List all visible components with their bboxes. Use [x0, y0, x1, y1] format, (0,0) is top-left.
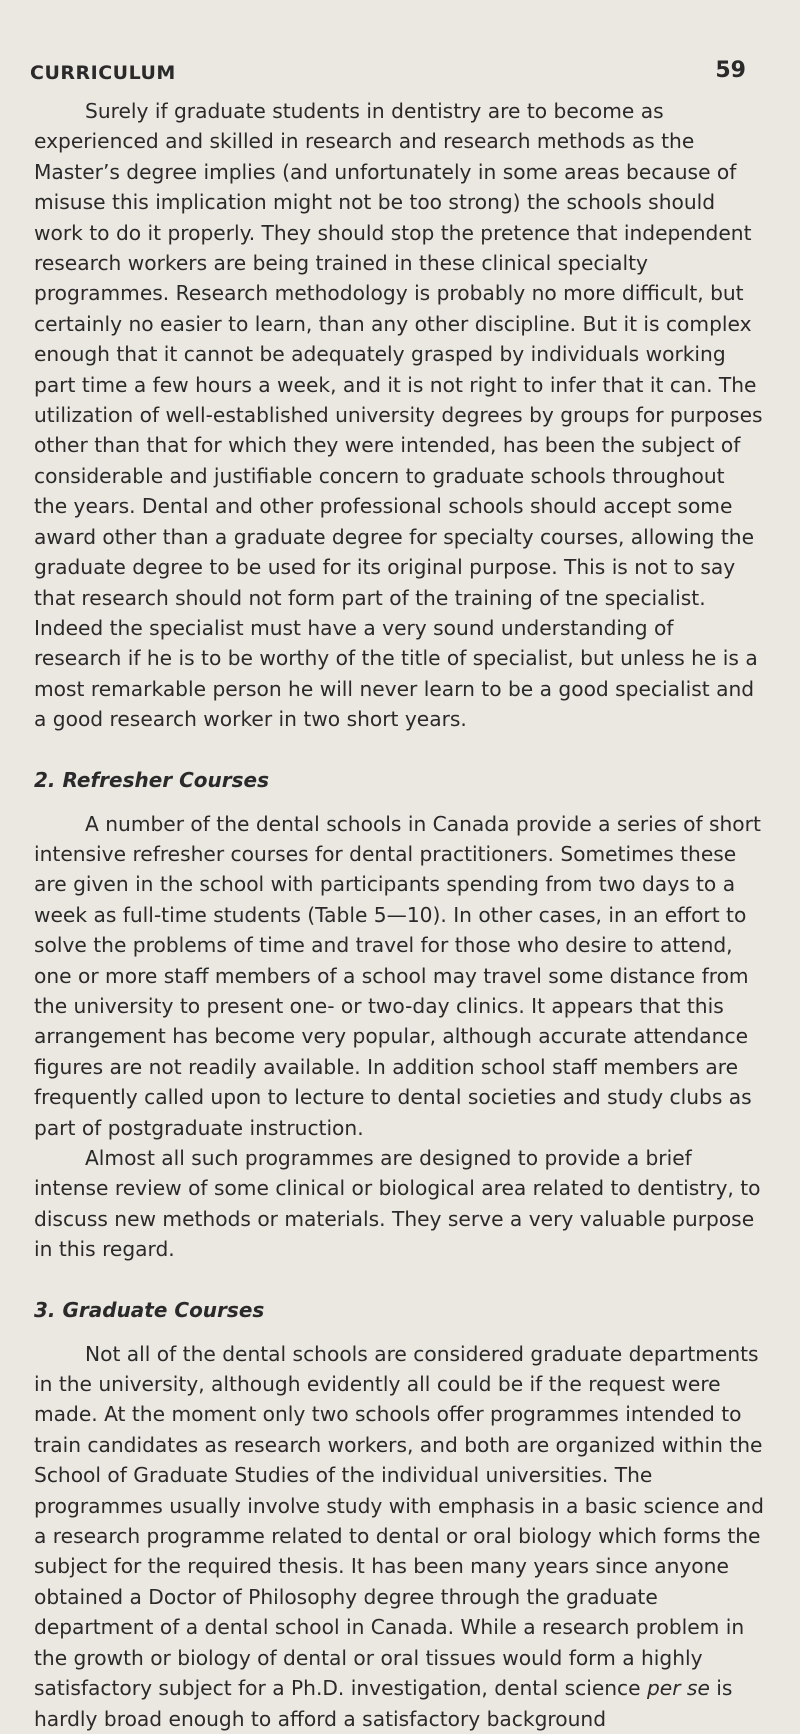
running-head: CURRICULUM: [30, 62, 176, 84]
paragraph-masters-degree: Surely if graduate students in dentistry are to become as experienced and skilled in research and research methods as the Master’s degree implies (and unfortunately in some areas because of misuse this implication might not be too strong) the schools should work to do it properly. They should stop the pretence that independent research workers are being trained in these clinical specialty programmes. Research methodology is probably no more difficult, but certainly no easier to learn, than any other discipline. But it is complex enough that it cannot be adequately grasped by individuals working part time a few hours a week, and it is not right to infer that it can. The utilization of well-established university degrees by groups for purposes other than that for which they were intended, has been the subject of considerable and justifiable concern to graduate schools throughout the years. Dental and other professional schools should accept some award other than a graduate degree for specialty courses, allowing the graduate degree to be used for its original purpose. This is not to say that research should not form part of the training of tne specialist. Indeed the specialist must have a very sound understanding of research if he is to be worthy of the title of specialist, but unless he is a most remarkable person he will never learn to be a good specialist and a good research worker in two short years.: [34, 99, 763, 732]
paragraph-graduate-courses-text: Not all of the dental schools are considered graduate departments in the university, although evidently all could be if the request were made. At the moment only two schools offer programmes intended to train candidates as research workers, and both are organized within the School of Graduate Studies of the individual universities. The programmes usually involve study with emphasis in a basic science and a research programme related to dental or oral biology which forms the subject for the required thesis. It has been many years since anyone obtained a Doctor of Philosophy degree through the graduate department of a dental school in Canada. While a research problem in the growth or biology of dental or oral tissues would form a highly satisfactory subject for a Ph.D. investigation, dental science: [34, 1341, 764, 1701]
per-se-italic: per se: [646, 1676, 710, 1701]
section-heading-refresher-courses: 2. Refresher Courses: [34, 767, 269, 792]
body-text: [34, 96, 764, 1734]
paragraph-refresher-courses: A number of the dental schools in Canada provide a series of short intensive refresher courses for dental practitioners. Sometimes these are given in the school with participants spending from two days to a week as full-time students (Table 5—10). In other cases, in an effort to solve the problems of time and travel for those who desire to attend, one or more staff members of a school may travel some distance from the university to present one- or two-day clinics. It appears that this arrangement has become very popular, although accurate attendance figures are not readily available. In addition school staff members are frequently called upon to lecture to dental societies and study clubs as part of postgraduate instruction.: [34, 811, 761, 1140]
page-header: [30, 58, 746, 88]
page-number: 59: [715, 58, 746, 83]
paragraph-graduate-courses: [34, 1339, 764, 1734]
paragraph-graduate-courses-end: is hardly broad enough to afford a satisfactory background: [34, 1676, 733, 1731]
section-heading-graduate-courses: 3. Graduate Courses: [34, 1297, 265, 1322]
paragraph-programme-review: Almost all such programmes are designed to provide a brief intense review of some clinical or biological area related to dentistry, to discuss new methods or materials. They serve a very valuable purpose in this regard.: [34, 1146, 761, 1262]
